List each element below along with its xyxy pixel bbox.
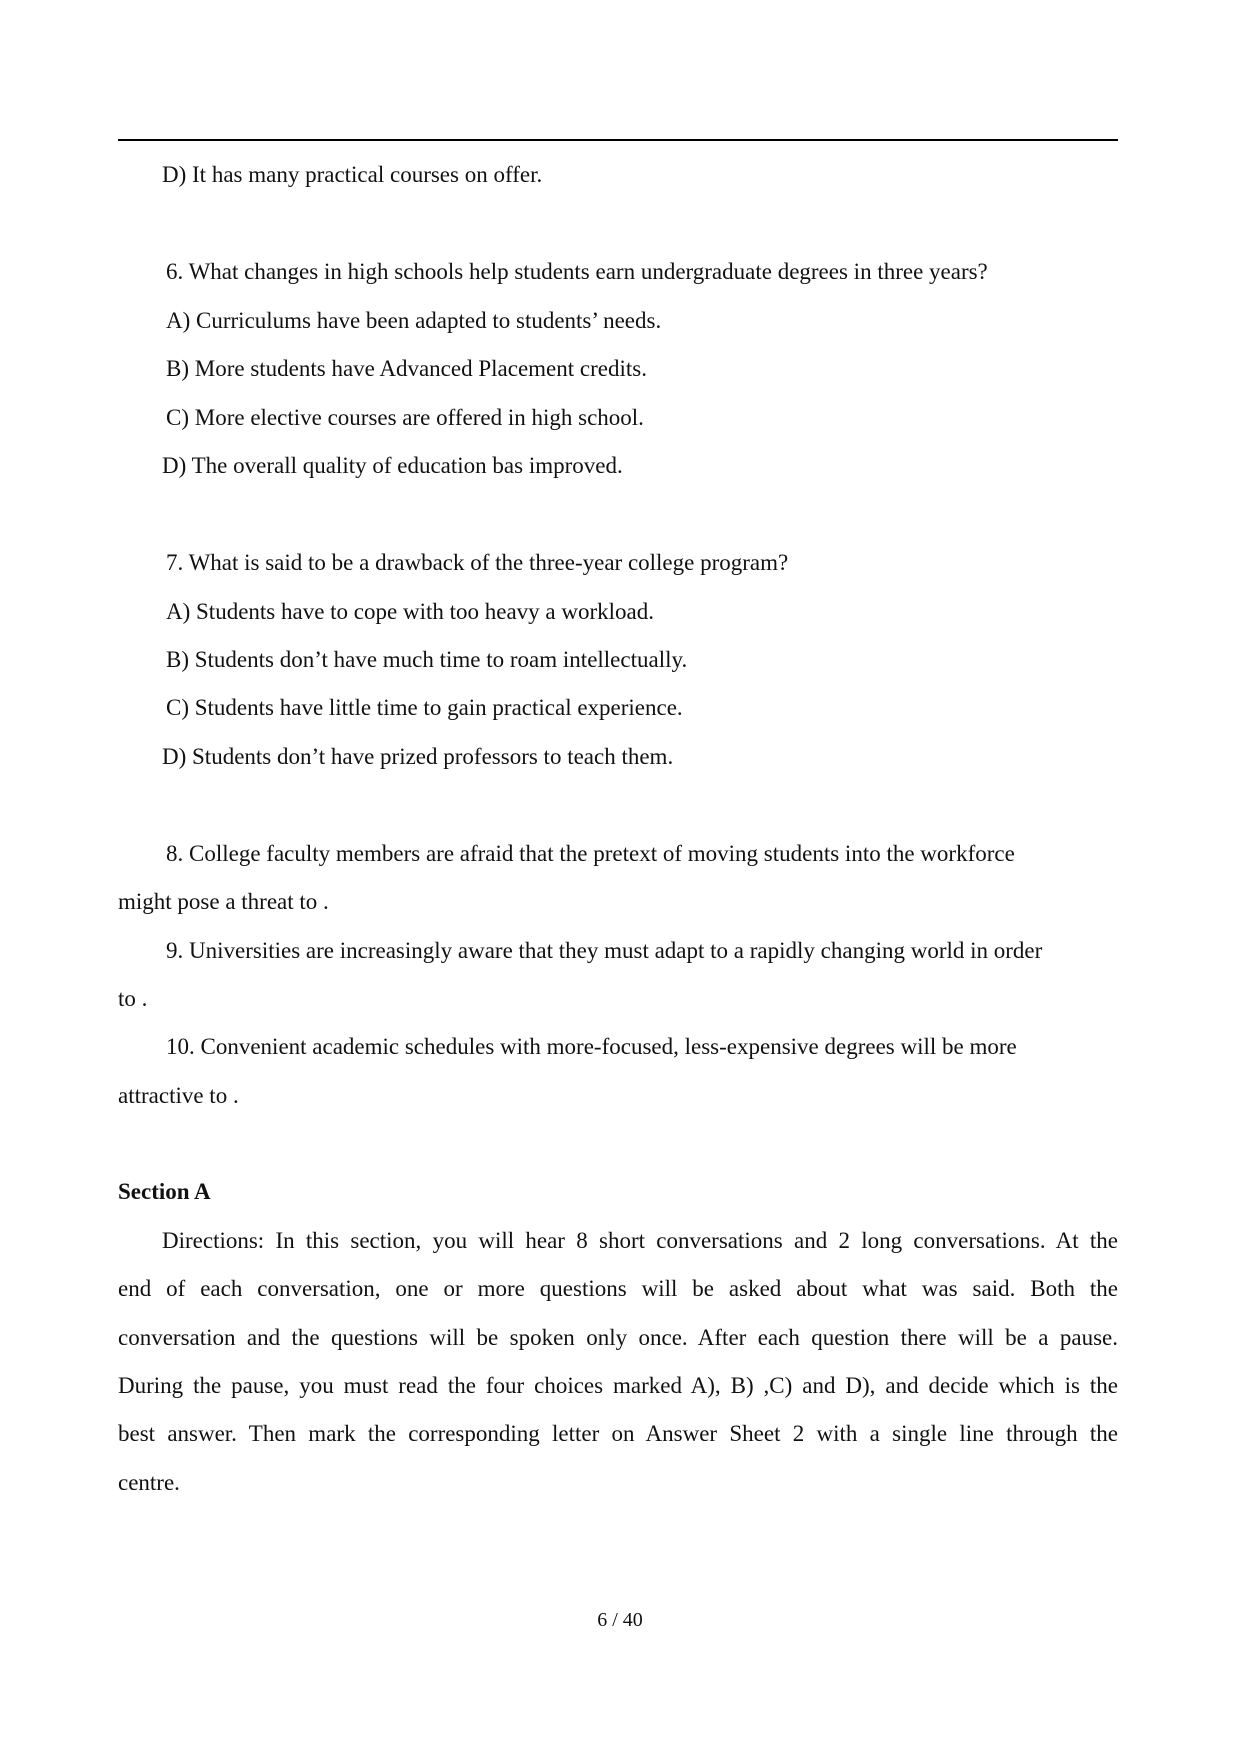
directions-line-2-text: end of each conversation, one or more questions will be asked about what was said. Both the [118, 1276, 1118, 1301]
directions-line-3-text: conversation and the questions will be spoken only once. After each question there will be a pause. [118, 1325, 1118, 1350]
directions-line-1-text: Directions: In this section, you will hear 8 short conversations and 2 long conversations. At the [162, 1228, 1118, 1253]
q6-option-a: A) Curriculums have been adapted to students’ needs. [166, 308, 662, 333]
q7-question: 7. What is said to be a drawback of the three-year college program? [166, 550, 789, 575]
q6-option-c: C) More elective courses are offered in high school. [166, 405, 644, 430]
page-number: 6 / 40 [597, 1609, 643, 1631]
q7-option-b: B) Students don’t have much time to roam intellectually. [166, 647, 688, 672]
directions-line-3 [118, 1324, 1118, 1352]
q6-question: 6. What changes in high schools help students earn undergraduate degrees in three years? [166, 259, 988, 284]
directions-line-6: centre. [118, 1470, 180, 1495]
directions-line-4-text: During the pause, you must read the four choices marked A), B) ,C) and D), and decide which is the [118, 1373, 1118, 1398]
header-rule [118, 139, 1118, 141]
directions-line-2 [118, 1275, 1118, 1303]
q8-line-2: might pose a threat to . [118, 889, 329, 914]
q5-option-d: D) It has many practical courses on offer. [162, 162, 543, 187]
q10-line-1: 10. Convenient academic schedules with more-focused, less-expensive degrees will be more [166, 1034, 1017, 1059]
q6-option-d: D) The overall quality of education bas improved. [162, 453, 623, 478]
q7-option-a: A) Students have to cope with too heavy a workload. [166, 599, 654, 624]
q8-line-1: 8. College faculty members are afraid that the pretext of moving students into the workforce [166, 841, 1015, 866]
directions-line-5-text: best answer. Then mark the corresponding letter on Answer Sheet 2 with a single line through the [118, 1421, 1118, 1446]
directions-line-1 [162, 1227, 1118, 1255]
q9-line-2: to . [118, 986, 148, 1011]
q10-line-2: attractive to . [118, 1083, 239, 1108]
directions-line-4 [118, 1372, 1118, 1400]
q6-option-b: B) More students have Advanced Placement credits. [166, 356, 647, 381]
q9-line-1: 9. Universities are increasingly aware that they must adapt to a rapidly changing world in order [166, 938, 1043, 963]
section-a-heading: Section A [118, 1179, 211, 1204]
q7-option-c: C) Students have little time to gain practical experience. [166, 695, 683, 720]
q7-option-d: D) Students don’t have prized professors to teach them. [162, 744, 674, 769]
directions-line-5 [118, 1420, 1118, 1448]
